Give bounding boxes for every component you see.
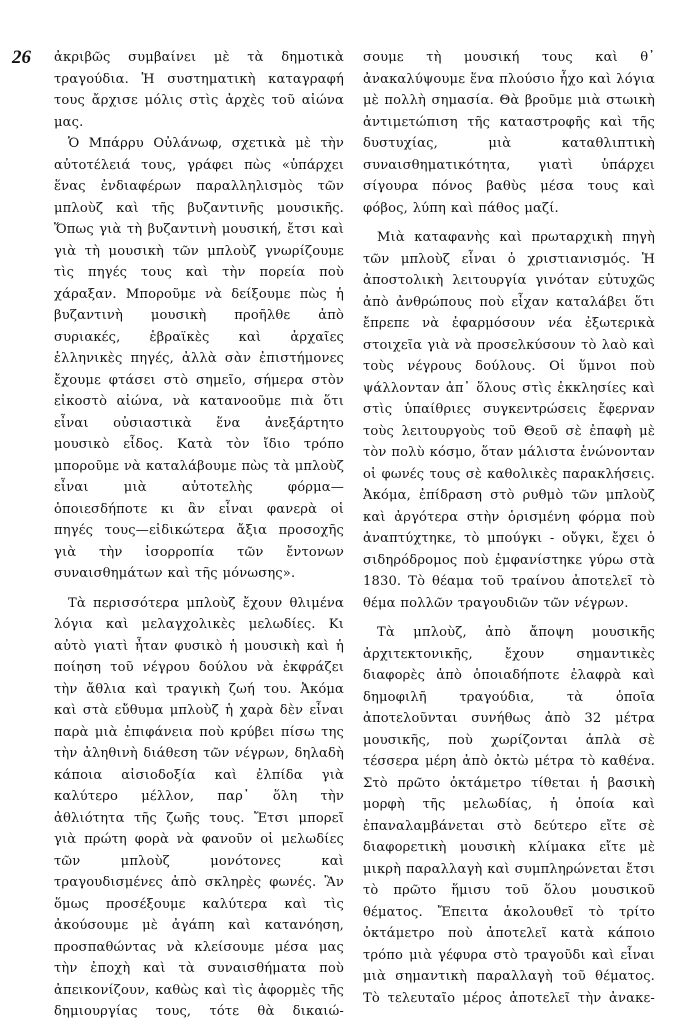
paragraph-ulanov-quote: Ὁ Μπάρρυ Οὐλάνωφ, σχετικὰ μὲ τὴν αὐτοτέλειά τους, γράφει πὼς «ὑπάρχει ἕνας ἐνδιαφέρων παραλληλισμὸς τῶν μπλοὺζ καὶ τῆς βυζαντινῆς μουσικῆς. Ὅπως γιὰ τὴ βυζαντινὴ μουσική, ἔτσι καὶ γιὰ τὴ μουσικὴ τῶν μπλοὺζ γνωρίζουμε τὶς πηγές τους καὶ τὴν πορεία ποὺ χάραξαν. Μποροῦμε νὰ δείξουμε πὼς ἡ βυζαντινὴ μουσικὴ προῆλθε ἀπὸ συριακές, ἑβραϊκὲς καὶ ἀρχαῖες ἑλληνικὲς πηγές, ἀλλὰ σὰν ἐπιστήμονες ἔχουμε φτάσει στὸ σημεῖο, σήμερα στὸν εἰκοστὸ αἰώνα, νὰ κατανοοῦμε πιὰ ὅτι εἶναι οὐσιαστικὰ ἕνα ἀνεξάρτητο μουσικὸ εἶδος. Κατὰ τὸν ἴδιο τρόπο μποροῦμε νὰ καταλάβουμε πὼς τὰ μπλοὺζ εἶναι μιὰ αὐτοτελὴς φόρμα—ὁποιεσδήποτε κι ἂν εἶναι φανερὰ οἱ πηγές τους—εἰδικώτερα ἄξια προσοχῆς γιὰ τὴν ἰσορροπία τῶν ἔντονων συναισθημάτων καὶ τῆς μόνωσης». xyxy=(54,136,344,581)
page-number: 26 xyxy=(12,47,31,68)
paragraph-melancholy-melodies: Τὰ περισσότερα μπλοὺζ ἔχουν θλιμένα λόγια καὶ μελαγχολικὲς μελωδίες. Κι αὐτὸ γιατὶ ἦταν φυσικὸ ἡ μουσικὴ καὶ ἡ ποίηση τοῦ νέγρου δούλου νὰ ἐκφράζει τὴν ἄθλια καὶ τραγικὴ ζωή του. Ἀκόμα καὶ στὰ εὔθυμα μπλοὺζ ἡ χαρὰ δὲν εἶναι παρὰ μιὰ ἐπιφάνεια ποὺ κρύβει πίσω της τὴν ἀληθινὴ διάθεση τῶν νέγρων, δηλαδὴ κάποια αἰσιοδοξία καὶ ἐλπίδα γιὰ καλύτερο μέλλον, παρ᾿ ὅλη τὴν ἀθλιότητα τῆς ζωῆς τους. Ἔτσι μπορεῖ γιὰ πρώτη φορὰ νὰ φανοῦν οἱ μελωδίες τῶν μπλοὺζ μονότονες καὶ τραγουδισμένες ἀπὸ σκληρὲς φωνές. Ἂν ὅμως προσέξουμε καλύτερα καὶ τὶς ἀκούσουμε μὲ ἀγάπη καὶ κατανόηση, προσπαθώντας νὰ κλείσουμε μέσα μας τὴν ἐποχὴ καὶ τὰ συναισθήματα ποὺ ἀπεικονίζουν, καθὼς καὶ τὶς ἀφορμὲς τῆς δημιουργίας τους, τότε θὰ δικαιώ- xyxy=(54,595,344,1019)
left-column xyxy=(54,47,344,1023)
right-column xyxy=(363,47,655,1009)
paragraph-musical-architecture: Τὰ μπλοὺζ, ἀπὸ ἄποψη μουσικῆς ἀρχιτεκτονικῆς, ἔχουν σημαντικὲς διαφορὲς ἀπὸ ὁποιαδήποτε ἐλαφρὰ καὶ δημοφιλῆ τραγούδια, τὰ ὁποῖα ἀποτελοῦνται συνήθως ἀπὸ 32 μέτρα μουσικῆς, ποὺ χωρίζονται ἁπλὰ σὲ τέσσερα μέρη ἀπὸ ὀκτὼ μέτρα τὸ καθένα. Στὸ πρῶτο ὀκτάμετρο τίθεται ἡ βασικὴ μορφὴ τῆς μελωδίας, ἡ ὁποία καὶ ἐπαναλαμβάνεται στὸ δεύτερο εἴτε σὲ διαφορετικὴ μουσικὴ κλίμακα εἴτε μὲ μικρὴ παραλλαγὴ καὶ συμπληρώνεται ἔτσι τὸ πρῶτο ἥμισυ τοῦ ὅλου μουσικοῦ θέματος. Ἔπειτα ἀκολουθεῖ τὸ τρίτο ὀκτάμετρο ποὺ ἀποτελεῖ κατὰ κάποιο τρόπο μιὰ γέφυρα στὸ τραγοῦδι καὶ εἶναι μιὰ σημαντικὴ παραλλαγὴ τοῦ θέματος. Τὸ τελευταῖο μέρος ἀποτελεῖ τὴν ἀνακε- xyxy=(363,625,655,1006)
paragraph-continuation: σουμε τὴ μουσική τους καὶ θ᾿ ἀνακαλύψουμε ἕνα πλούσιο ἦχο καὶ λόγια μὲ πολλὴ σημασία. Θὰ βροῦμε μιὰ στωικὴ ἀντιμετώπιση τῆς καταστροφῆς καὶ τῆς δυστυχίας, μιὰ καταθλιπτικὴ συναισθηματικότητα, γιατὶ ὑπάρχει σίγουρα πόνος βαθὺς μέσα τους καὶ φόβος, λύπη καὶ πάθος μαζί. xyxy=(363,50,655,216)
paragraph-continued: ἀκριβῶς συμβαίνει μὲ τὰ δημοτικὰ τραγούδια. Ἡ συστηματικὴ καταγραφή τους ἄρχισε μόλις στὶς ἀρχὲς τοῦ αἰώνα μας. xyxy=(54,50,344,130)
paragraph-christianity-source: Μιὰ καταφανὴς καὶ πρωταρχικὴ πηγὴ τῶν μπλοὺζ εἶναι ὁ χριστιανισμός. Ἡ ἀποστολικὴ λειτουργία γινόταν εὐτυχῶς ἀπὸ ἀνθρώπους ποὺ εἶχαν καταλάβει ὅτι ἔπρεπε νὰ ἐφαρμόσουν νέα ἐξωτερικὰ στοιχεῖα γιὰ νὰ προσελκύσουν τὸ λαὸ καὶ τοὺς νέγρους δούλους. Οἱ ὕμνοι ποὺ ψάλλονταν ἀπ᾿ ὅλους στὶς ἐκκλησίες καὶ στὶς ὑπαίθριες συγκεντρώσεις ἔφερναν τοὺς λειτουργοὺς τοῦ Θεοῦ σὲ ἐπαφὴ μὲ τὸν πολὺ κόσμο, ὅταν μάλιστα ἑνώνονταν οἱ φωνές τους σὲ καθολικὲς παρακλήσεις. Ἀκόμα, ἐπίδραση στὸ ρυθμὸ τῶν μπλοὺζ καὶ ἀργότερα στὴν ὁρισμένη φόρμα ποὺ ἀναπτύχτηκε, τὸ μπούγκι - οὔγκι, ἔχει ὁ σιδηρόδρομος ποὺ ἐμφανίστηκε γύρω στὰ 1830. Τὸ θέαμα τοῦ τραίνου ἀποτελεῖ τὸ θέμα πολλῶν τραγουδιῶν τῶν νέγρων. xyxy=(363,230,655,611)
